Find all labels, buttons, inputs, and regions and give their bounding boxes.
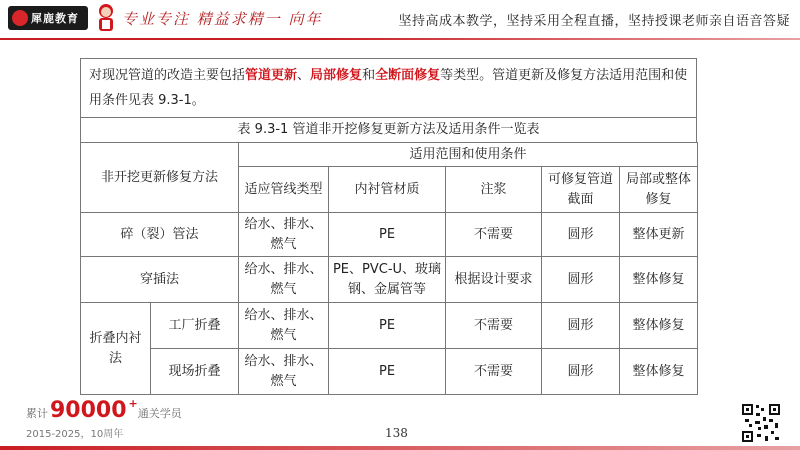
footer-prefix: 累计	[26, 407, 48, 420]
footer-suffix: 通关学员	[137, 407, 182, 420]
logo-icon	[12, 10, 28, 26]
methods-table	[80, 142, 698, 395]
header-tagline: 坚持高成本教学，坚持采用全程直播，坚持授课老师亲自语音答疑	[398, 14, 790, 29]
cell-repair: 整体更新	[620, 213, 698, 257]
cell-pipe-type: 给水、排水、燃气	[239, 303, 329, 349]
table-row	[81, 257, 698, 303]
intro-sep-1: 、	[297, 68, 311, 83]
cell-grout: 根据设计要求	[446, 257, 542, 303]
cell-pipe-type: 给水、排水、燃气	[239, 349, 329, 395]
brand-logo[interactable]	[8, 6, 88, 30]
cell-repair: 整体修复	[620, 303, 698, 349]
footer-divider	[0, 446, 800, 450]
page-number: 138	[385, 426, 408, 440]
cell-material: PE	[329, 349, 446, 395]
subheader-pipe-type: 适应管线类型	[239, 167, 329, 213]
subheader-section: 可修复管道截面	[542, 167, 620, 213]
cell-material: PE	[329, 303, 446, 349]
header-scope: 适用范围和使用条件	[239, 143, 698, 167]
cell-grout: 不需要	[446, 303, 542, 349]
cell-section: 圆形	[542, 303, 620, 349]
cell-grout: 不需要	[446, 213, 542, 257]
header-bar	[0, 0, 800, 38]
table-header-row	[81, 143, 698, 167]
cell-material: PE	[329, 213, 446, 257]
highlight-pipe-renewal: 管道更新	[245, 68, 298, 83]
cell-method: 现场折叠	[151, 349, 239, 395]
mascot-icon	[93, 2, 119, 34]
header-divider	[0, 38, 800, 40]
intro-text-1: 对现况管道的改造主要包括	[89, 68, 246, 83]
logo-text: 犀鹿教育	[31, 12, 79, 25]
cell-grout: 不需要	[446, 349, 542, 395]
cell-section: 圆形	[542, 213, 620, 257]
highlight-full-section-repair: 全断面修复	[375, 68, 441, 83]
cell-section: 圆形	[542, 257, 620, 303]
cell-method: 穿插法	[81, 257, 239, 303]
intro-sep-2: 和	[362, 68, 376, 83]
table-row	[81, 349, 698, 395]
slogan-script: 专业专注 精益求精一 向年	[122, 10, 323, 28]
footer-stats	[26, 398, 182, 440]
document-content	[80, 58, 697, 395]
footer-count: 90000	[50, 398, 127, 423]
cell-method: 碎（裂）管法	[81, 213, 239, 257]
table-caption: 表 9.3-1 管道非开挖修复更新方法及适用条件一览表	[80, 117, 697, 142]
cell-repair: 整体修复	[620, 257, 698, 303]
footer-years: 2015-2025，10周年	[26, 429, 124, 440]
cell-material: PE、PVC-U、玻璃钢、金属管等	[329, 257, 446, 303]
subheader-material: 内衬管材质	[329, 167, 446, 213]
intro-paragraph	[80, 58, 697, 117]
table-row	[81, 213, 698, 257]
cell-pipe-type: 给水、排水、燃气	[239, 257, 329, 303]
subheader-grout: 注浆	[446, 167, 542, 213]
qr-code-icon[interactable]	[741, 403, 781, 443]
cell-method: 工厂折叠	[151, 303, 239, 349]
cell-fold-group: 折叠内衬法	[81, 303, 151, 395]
header-method: 非开挖更新修复方法	[81, 143, 239, 213]
cell-pipe-type: 给水、排水、燃气	[239, 213, 329, 257]
footer-plus: +	[128, 397, 138, 410]
intro-text-2: 等类型。管道更新及修复方法适用范围和使用条件见表 9.3-1。	[89, 68, 688, 108]
highlight-local-repair: 局部修复	[310, 68, 363, 83]
table-row	[81, 303, 698, 349]
subheader-repair: 局部或整体修复	[620, 167, 698, 213]
cell-repair: 整体修复	[620, 349, 698, 395]
cell-section: 圆形	[542, 349, 620, 395]
